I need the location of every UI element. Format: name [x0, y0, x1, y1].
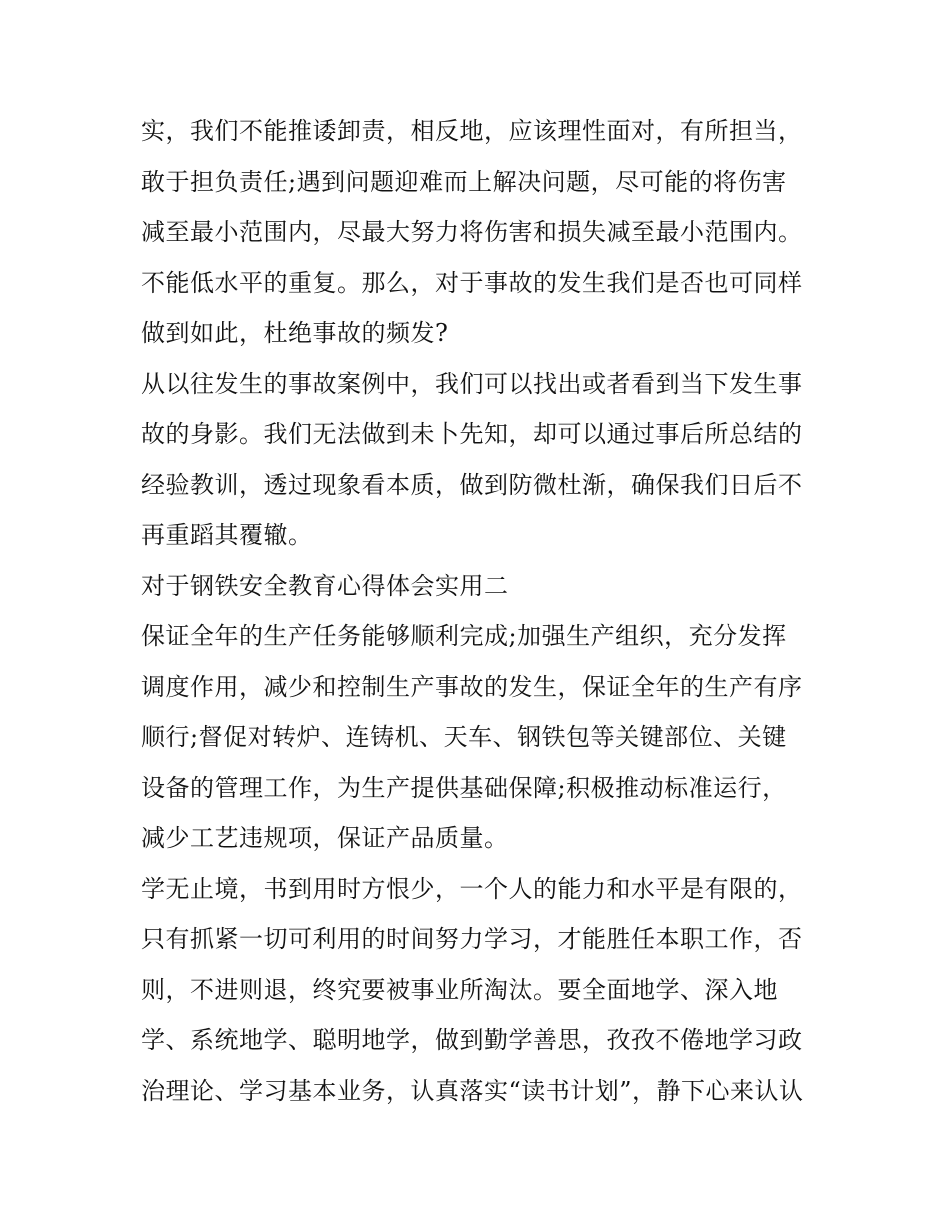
text-line: 再重蹈其覆辙。	[141, 521, 313, 549]
text-line: 设备的管理工作，为生产提供基础保障;积极推动标准运行，	[141, 773, 787, 802]
text-line: 则，不进则退，终究要被事业所淘汰。要全面地学、深入地	[141, 975, 778, 1004]
text-line: 顺行;督促对转炉、连铸机、天车、钢铁包等关键部位、关键	[141, 723, 787, 751]
text-line: 减至最小范围内，尽最大努力将伤害和损失减至最小范围内。	[141, 218, 803, 246]
text-line: 只有抓紧一切可利用的时间努力学习，才能胜任本职工作，否	[141, 925, 803, 953]
text-line: 学、系统地学、聪明地学，做到勤学善思，孜孜不倦地学习政	[141, 1026, 803, 1054]
text-line: 减少工艺违规项，保证产品质量。	[141, 824, 509, 852]
section-heading: 对于钢铁安全教育心得体会实用二	[141, 571, 509, 600]
text-line: 不能低水平的重复。那么，对于事故的发生我们是否也可同样	[141, 268, 803, 297]
text-line: 实，我们不能推诿卸责，相反地，应该理性面对，有所担当，	[141, 117, 803, 145]
text-line: 调度作用，减少和控制生产事故的发生，保证全年的生产有序	[141, 672, 803, 701]
text-line: 做到如此，杜绝事故的频发?	[141, 319, 449, 347]
document-body	[141, 106, 821, 1116]
text-line: 敢于担负责任;遇到问题迎难而上解决问题，尽可能的将伤害	[141, 167, 787, 196]
text-line: 保证全年的生产任务能够顺利完成;加强生产组织，充分发挥	[141, 622, 787, 650]
text-line: 从以往发生的事故案例中，我们可以找出或者看到当下发生事	[141, 369, 803, 398]
text-line: 经验教训，透过现象看本质，做到防微杜渐，确保我们日后不	[141, 470, 803, 499]
text-line: 学无止境，书到用时方恨少，一个人的能力和水平是有限的，	[141, 874, 803, 903]
text-line: 故的身影。我们无法做到未卜先知，却可以通过事后所总结的	[141, 420, 803, 448]
text-line: 治理论、学习基本业务，认真落实“读书计划”，静下心来认认	[141, 1076, 804, 1105]
